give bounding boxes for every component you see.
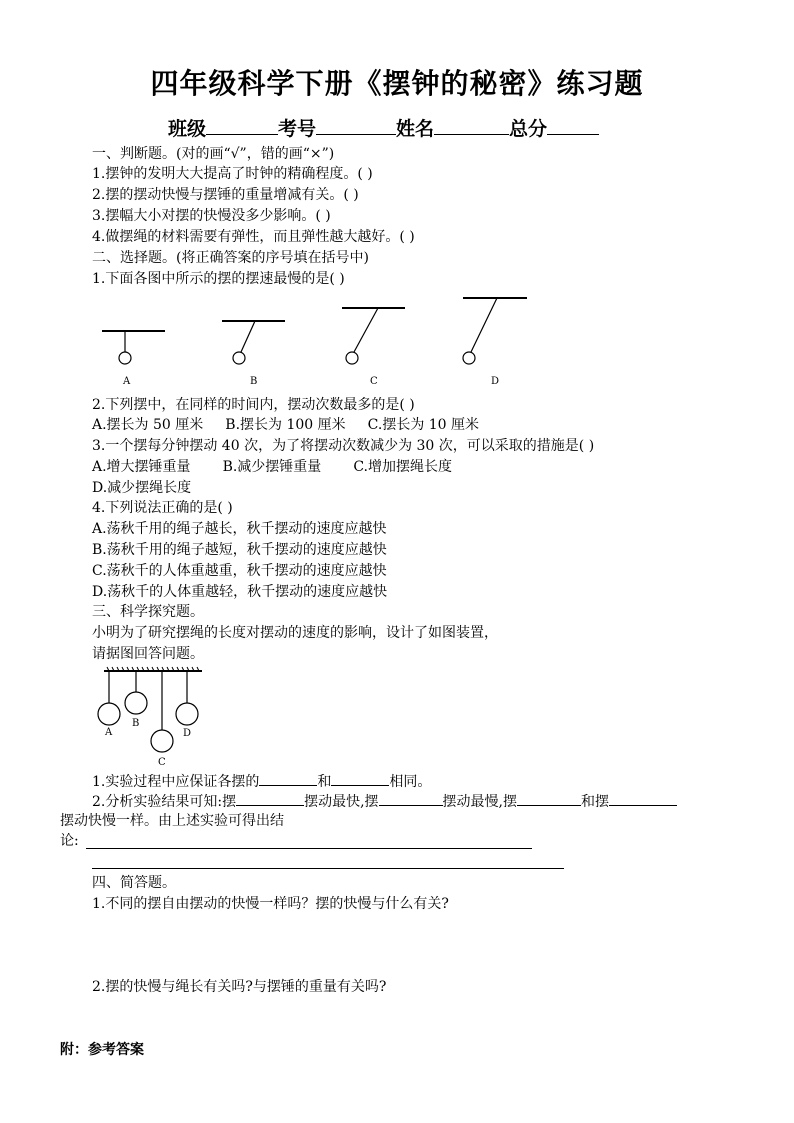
s4-q2: 2.摆的快慢与绳长有关吗?与摆锤的重量有关吗? (92, 979, 387, 995)
exam-no-label: 考号 (278, 118, 317, 140)
s3-q2-line2: 摆动快慢一样。由上述实验可得出结 (60, 813, 284, 829)
section1-heading: 一、判断题。(对的画“√”，错的画“×”) (92, 146, 335, 162)
pendulum-experiment-figure (95, 665, 215, 770)
s3-q2-text-d: 和摆 (580, 794, 609, 810)
exp-label-d: D (183, 728, 192, 739)
pendulum-exp-c (151, 671, 173, 768)
s2-q2-options (92, 416, 479, 434)
s3-q1-text-c: 相同。 (389, 774, 432, 790)
score-label: 总分 (509, 118, 548, 140)
conclusion-blank-1[interactable] (86, 848, 532, 849)
s3-q1-text-a: 1.实验过程中应保证各摆的 (92, 774, 260, 790)
exp-label-b: B (132, 718, 140, 729)
class-blank[interactable] (206, 116, 278, 135)
pendulum-d-label: D (491, 376, 500, 387)
section2-heading: 二、选择题。(将正确答案的序号填在括号中) (92, 250, 369, 266)
page-title: 四年级科学下册《摆钟的秘密》练习题 (150, 67, 644, 100)
s1-item-1: 1.摆钟的发明大大提高了时钟的精确程度。( ) (92, 166, 373, 182)
s3-q2-blank-2[interactable] (379, 791, 443, 806)
pendulum-a-label: A (123, 376, 131, 387)
s2-q1: 1.下面各图中所示的摆的摆速最慢的是( ) (92, 271, 345, 287)
s3-q2-blank-3[interactable] (517, 791, 581, 806)
pendulum-exp-b (125, 671, 147, 729)
score-blank[interactable] (547, 116, 599, 135)
section4-heading: 四、简答题。 (92, 875, 176, 891)
s3-q1-blank-2[interactable] (331, 771, 389, 786)
s3-q2-blank-4[interactable] (609, 791, 677, 806)
student-info-row (168, 114, 599, 141)
s1-item-3: 3.摆幅大小对摆的快慢没多少影响。( ) (92, 208, 331, 224)
section3-heading: 三、科学探究题。 (92, 604, 204, 620)
pendulum-c-label: C (370, 376, 378, 387)
q3-option-d: D.减少摆绳长度 (92, 480, 192, 496)
pendulum-figure-q1 (95, 290, 545, 390)
q4-option-a: A.荡秋千用的绳子越长，秋千摆动的速度应越快 (92, 521, 387, 537)
pendulum-exp-d (176, 671, 198, 739)
s3-q2-line3: 论: (60, 833, 79, 849)
appendix-heading: 附：参考答案 (60, 1042, 144, 1058)
q2-option-b: B.摆长为 100 厘米 (225, 417, 346, 433)
q2-option-c: C.摆长为 10 厘米 (367, 417, 480, 433)
s3-q2-blank-1[interactable] (236, 791, 304, 806)
s3-intro-2: 请据图回答问题。 (92, 646, 204, 662)
s2-q4: 4.下列说法正确的是( ) (92, 500, 233, 516)
name-blank[interactable] (434, 116, 509, 135)
s2-q3-options (92, 458, 452, 476)
pendulum-exp-a (98, 671, 120, 738)
s3-q1-blank-1[interactable] (259, 771, 317, 786)
q4-option-c: C.荡秋千的人体重越重，秋千摆动的速度应越快 (92, 563, 387, 579)
s3-q1 (92, 771, 431, 791)
s3-q1-text-b: 和 (317, 774, 332, 790)
s1-item-4: 4.做摆绳的材料需要有弹性，而且弹性越大越好。( ) (92, 229, 415, 245)
pendulum-d (463, 298, 527, 387)
class-label: 班级 (168, 118, 207, 140)
exp-label-a: A (105, 727, 113, 738)
q2-option-a: A.摆长为 50 厘米 (92, 417, 204, 433)
s3-q2 (92, 791, 677, 811)
s2-q2: 2.下列摆中，在同样的时间内，摆动次数最多的是( ) (92, 397, 415, 413)
name-label: 姓名 (396, 118, 435, 140)
conclusion-blank-2[interactable] (92, 868, 564, 869)
s3-q2-text-b: 摆动最快,摆 (304, 794, 379, 810)
s2-q3: 3.一个摆每分钟摆动 40 次，为了将摆动次数减少为 30 次，可以采取的措施是( ) (92, 438, 595, 454)
s3-q2-text-a: 2.分析实验结果可知:摆 (92, 794, 237, 810)
q4-option-b: B.荡秋千用的绳子越短，秋千摆动的速度应越快 (92, 542, 387, 558)
exp-label-c: C (158, 757, 166, 768)
s3-intro-1: 小明为了研究摆绳的长度对摆动的速度的影响，设计了如图装置， (92, 625, 498, 641)
exam-no-blank[interactable] (316, 116, 396, 135)
q3-option-c: C.增加摆绳长度 (353, 459, 452, 475)
pendulum-c (342, 308, 405, 387)
pendulum-a (102, 331, 165, 387)
s1-item-2: 2.摆的摆动快慢与摆锤的重量增减有关。( ) (92, 187, 359, 203)
q3-option-a: A.增大摆锤重量 (92, 459, 191, 475)
q4-option-d: D.荡秋千的人体重越轻，秋千摆动的速度应越快 (92, 584, 388, 600)
q3-option-b: B.减少摆锤重量 (222, 459, 322, 475)
pendulum-b-label: B (250, 376, 258, 387)
s4-q1: 1.不同的摆自由摆动的快慢一样吗？摆的快慢与什么有关? (92, 896, 449, 912)
pendulum-b (222, 321, 285, 387)
s3-q2-text-c: 摆动最慢,摆 (442, 794, 517, 810)
